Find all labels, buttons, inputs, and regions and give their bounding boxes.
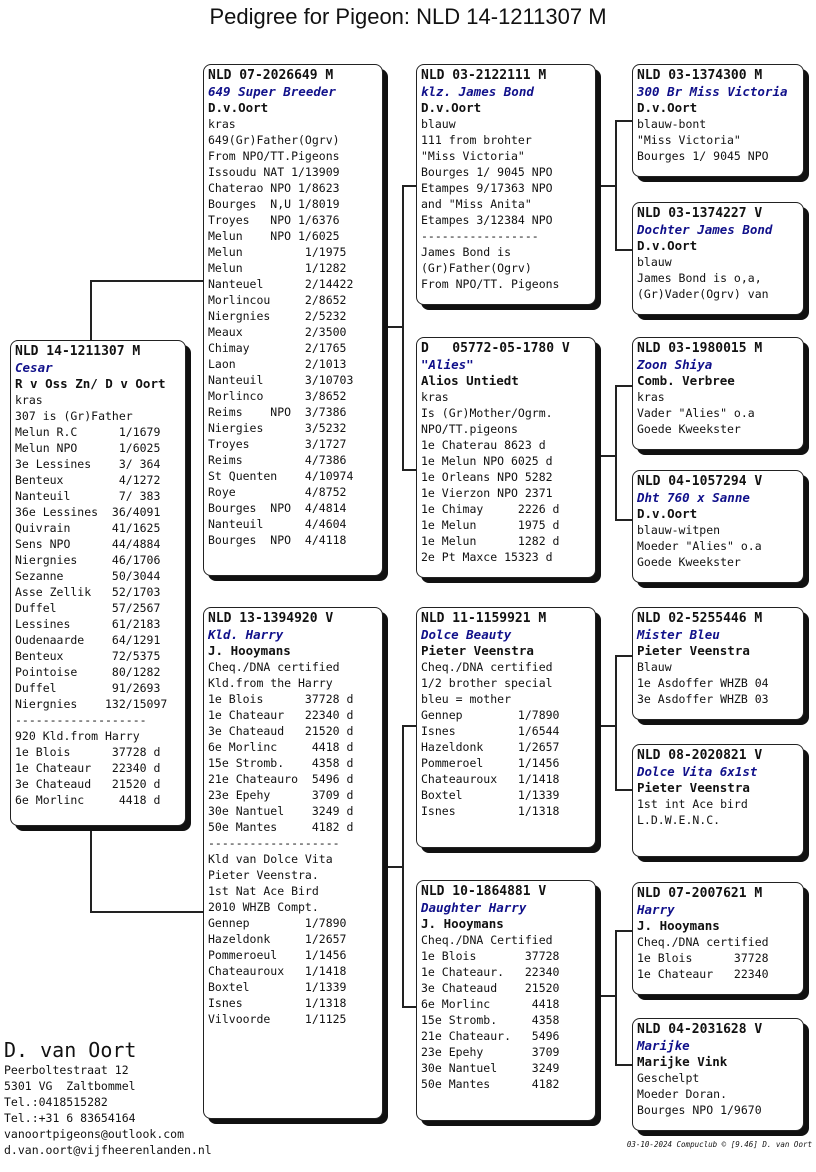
info-line: 1e Blois 37728 d (15, 745, 161, 759)
info-line: 1e Asdoffer WHZB 04 (637, 676, 769, 690)
info-line: Cheq./DNA certified (421, 660, 553, 674)
breeder-contact-line: vanoortpigeons@outlook.com (4, 1127, 185, 1141)
info-line: Goede Kweekster (637, 555, 741, 569)
pigeon-card-fff[interactable] (632, 64, 804, 177)
connector-line (402, 725, 404, 1007)
info-line: blauw (421, 117, 456, 131)
footer-credit: 03-10-2024 Compuclub © [9.46] D. van Oort (626, 1140, 812, 1149)
info-line: 23e Epehy 3709 d (208, 788, 354, 802)
info-line: Melun NPO 1/6025 (208, 229, 340, 243)
connector-line (596, 455, 616, 457)
connector-line (596, 995, 616, 997)
connector-line (615, 789, 633, 791)
info-line: Sens NPO 44/4884 (15, 537, 161, 551)
ring-number: NLD 10-1864881 V (421, 884, 547, 899)
connector-line (402, 185, 417, 187)
pigeon-card-fmm[interactable] (632, 470, 804, 583)
ring-number: NLD 08-2020821 V (637, 748, 763, 763)
info-line: 15e Stromb. 4358 d (208, 756, 354, 770)
connector-line (402, 185, 404, 470)
info-line: Niergies 3/5232 (208, 421, 347, 435)
info-line: blauw-witpen (637, 523, 721, 537)
connector-line (615, 930, 617, 1065)
info-line: 50e Mantes 4182 d (208, 820, 354, 834)
info-line: 1e Chateaur. 22340 (421, 965, 560, 979)
page-title: Pedigree for Pigeon: NLD 14-1211307 M (209, 4, 607, 29)
info-line: Gennep 1/7890 (421, 708, 560, 722)
info-line: kras (208, 117, 236, 131)
info-line: Nanteuil 3/10703 (208, 373, 354, 387)
pigeon-name: Mister Bleu (637, 627, 720, 642)
info-line: Laon 2/1013 (208, 357, 347, 371)
info-line: kras (637, 390, 665, 404)
info-line: 1st int Ace bird (637, 797, 748, 811)
info-line: Reims NPO 3/7386 (208, 405, 347, 419)
pigeon-card-mother[interactable] (203, 607, 383, 1119)
info-line: Pointoise 80/1282 (15, 665, 161, 679)
info-line: 1e Melun 1975 d (421, 518, 560, 532)
pigeon-name: Harry (637, 902, 675, 917)
connector-line (615, 120, 617, 250)
info-line: ----------------- (421, 229, 539, 243)
ring-number: NLD 07-2007621 M (637, 886, 763, 901)
info-line: 3e Chateaud 21520 (421, 981, 560, 995)
owner-name: J. Hooymans (421, 916, 504, 931)
info-line: Asse Zellik 52/1703 (15, 585, 161, 599)
info-line: Sezanne 50/3044 (15, 569, 161, 583)
info-line: 1e Blois 37728 (637, 951, 769, 965)
breeder-contact-line: Peerboltestraat 12 (4, 1063, 129, 1077)
info-line: 1e Blois 37728 d (208, 692, 354, 706)
owner-name: D.v.Oort (637, 100, 698, 115)
info-line: Nanteuil 7/ 383 (15, 489, 161, 503)
info-line: Niergnies 132/15097 (15, 697, 168, 711)
info-line: Cheq./DNA Certified (421, 933, 553, 947)
connector-line (615, 519, 633, 521)
info-line: (Gr)Vader(Ogrv) van (637, 287, 769, 301)
info-line: 21e Chateaur. 5496 (421, 1029, 560, 1043)
info-line: James Bond is o,a, (637, 271, 762, 285)
info-line: Bourges 1/ 9045 NPO (421, 165, 553, 179)
info-line: 1e Chateaur 22340 d (15, 761, 161, 775)
info-line: Duffel 57/2567 (15, 601, 161, 615)
info-line: 3e Asdoffer WHZB 03 (637, 692, 769, 706)
pigeon-name: Cesar (15, 360, 53, 375)
info-line: Duffel 91/2693 (15, 681, 161, 695)
info-line: Kld van Dolce Vita (208, 852, 333, 866)
breeder-name: D. van Oort (4, 1038, 137, 1062)
info-line: 1e Chateaur 22340 d (208, 708, 354, 722)
pigeon-name: "Alies" (421, 357, 474, 372)
pigeon-card-father-father[interactable] (416, 64, 596, 305)
info-line: (Gr)Father(Ogrv) (421, 261, 532, 275)
info-line: Bourges NPO 1/9670 (637, 1103, 762, 1117)
ring-number: NLD 03-1374300 M (637, 68, 763, 83)
connector-line (402, 725, 417, 727)
info-line: 1e Orleans NPO 5282 (421, 470, 553, 484)
info-line: Benteux 72/5375 (15, 649, 161, 663)
info-line: Benteux 4/1272 (15, 473, 161, 487)
info-line: Melun NPO 1/6025 (15, 441, 161, 455)
breeder-contact-line: 5301 VG Zaltbommel (4, 1079, 136, 1093)
info-line: Geschelpt (637, 1071, 700, 1085)
info-line: 6e Morlinc 4418 d (15, 793, 161, 807)
pigeon-card-fmf[interactable] (632, 337, 804, 450)
info-line: Gennep 1/7890 (208, 916, 347, 930)
info-line: Troyes NPO 1/6376 (208, 213, 340, 227)
ring-number: NLD 02-5255446 M (637, 611, 763, 626)
info-line: blauw-bont (637, 117, 707, 131)
connector-line (615, 655, 633, 657)
pigeon-card-father[interactable] (203, 64, 383, 576)
connector-line (596, 725, 616, 727)
info-line: Cheq./DNA certified (208, 660, 340, 674)
info-line: 1e Chaterau 8623 d (421, 438, 546, 452)
info-line: 30e Nantuel 3249 (421, 1061, 560, 1075)
pigeon-card-mmf[interactable] (632, 882, 804, 995)
connector-line (615, 930, 633, 932)
info-line: Bourges 1/ 9045 NPO (637, 149, 769, 163)
pigeon-name: Dht 760 x Sanne (637, 490, 750, 505)
info-line: Niergnies 46/1706 (15, 553, 161, 567)
info-line: Isnes 1/1318 (421, 804, 560, 818)
info-line: Morlinco 3/8652 (208, 389, 347, 403)
pigeon-card-mother-mother[interactable] (416, 880, 596, 1121)
ring-number: NLD 11-1159921 M (421, 611, 547, 626)
pigeon-card-mother-father[interactable] (416, 607, 596, 848)
info-line: Etampes 3/12384 NPO (421, 213, 553, 227)
info-line: 1e Chimay 2226 d (421, 502, 560, 516)
connector-line (383, 866, 403, 868)
ring-number: NLD 04-2031628 V (637, 1022, 763, 1037)
pigeon-name: Kld. Harry (208, 627, 284, 642)
info-line: L.D.W.E.N.C. (637, 813, 721, 827)
info-line: 1e Blois 37728 (421, 949, 560, 963)
info-line: 6e Morlinc 4418 d (208, 740, 354, 754)
info-line: 6e Morlinc 4418 (421, 997, 560, 1011)
connector-line (615, 1064, 633, 1066)
owner-name: R v Oss Zn/ D v Oort (15, 376, 166, 391)
breeder-contact-line: Tel.:+31 6 83654164 (4, 1111, 136, 1125)
owner-name: J. Hooymans (637, 918, 720, 933)
info-line: 21e Chateauro 5496 d (208, 772, 354, 786)
info-line: Hazeldonk 1/2657 (208, 932, 347, 946)
info-line: NPO/TT.pigeons (421, 422, 518, 436)
owner-name: Alios Untiedt (421, 373, 519, 388)
info-line: Isnes 1/1318 (208, 996, 347, 1010)
info-line: From NPO/TT.Pigeons (208, 149, 340, 163)
connector-line (596, 185, 616, 187)
info-line: Chaterao NPO 1/8623 (208, 181, 340, 195)
pigeon-name: Dolce Vita 6x1st (637, 764, 758, 779)
info-line: Moeder "Alies" o.a (637, 539, 762, 553)
info-line: Melun 1/1282 (208, 261, 347, 275)
connector-line (90, 826, 92, 912)
info-line: Vader "Alies" o.a (637, 406, 755, 420)
info-line: Cheq./DNA certified (637, 935, 769, 949)
info-line: and "Miss Anita" (421, 197, 532, 211)
info-line: kras (421, 390, 449, 404)
owner-name: Comb. Verbree (637, 373, 735, 388)
connector-line (615, 385, 617, 520)
info-line: 30e Nantuel 3249 d (208, 804, 354, 818)
pigeon-name: 649 Super Breeder (208, 84, 336, 99)
info-line: Niergnies 2/5232 (208, 309, 347, 323)
connector-line (90, 280, 92, 340)
info-line: Is (Gr)Mother/Ogrm. (421, 406, 553, 420)
info-line: 307 is (Gr)Father (15, 409, 133, 423)
info-line: 1/2 brother special (421, 676, 553, 690)
info-line: 920 Kld.from Harry (15, 729, 140, 743)
info-line: 1e Chateaur 22340 (637, 967, 769, 981)
ring-number: NLD 03-1980015 M (637, 341, 763, 356)
pigeon-card-father-mother[interactable] (416, 337, 596, 578)
info-line: Chateauroux 1/1418 (208, 964, 347, 978)
info-line: 111 from brohter (421, 133, 532, 147)
info-line: Nanteuel 2/14422 (208, 277, 354, 291)
pigeon-card-mmm[interactable] (632, 1018, 804, 1131)
ring-number: D 05772-05-1780 V (421, 341, 570, 356)
owner-name: D.v.Oort (637, 506, 698, 521)
pigeon-name: 300 Br Miss Victoria (637, 84, 788, 99)
info-line: Etampes 9/17363 NPO (421, 181, 553, 195)
info-line: 1st Nat Ace Bird (208, 884, 319, 898)
info-line: 1e Melun NPO 6025 d (421, 454, 553, 468)
info-line: 23e Epehy 3709 (421, 1045, 560, 1059)
owner-name: Pieter Veenstra (637, 780, 750, 795)
info-line: 649(Gr)Father(Ogrv) (208, 133, 340, 147)
info-line: 2010 WHZB Compt. (208, 900, 319, 914)
info-line: Boxtel 1/1339 (421, 788, 560, 802)
connector-line (383, 326, 403, 328)
info-line: ------------------- (208, 836, 340, 850)
info-line: 15e Stromb. 4358 (421, 1013, 560, 1027)
info-line: Bourges N,U 1/8019 (208, 197, 340, 211)
info-line: 50e Mantes 4182 (421, 1077, 560, 1091)
connector-line (615, 385, 633, 387)
ring-number: NLD 03-1374227 V (637, 206, 763, 221)
info-line: Issoudu NAT 1/13909 (208, 165, 340, 179)
ring-number: NLD 13-1394920 V (208, 611, 334, 626)
info-line: 1e Melun 1282 d (421, 534, 560, 548)
info-line: Pommeroel 1/1456 (421, 756, 560, 770)
ring-number: NLD 03-2122111 M (421, 68, 547, 83)
owner-name: D.v.Oort (421, 100, 482, 115)
info-line: St Quenten 4/10974 (208, 469, 354, 483)
owner-name: J. Hooymans (208, 643, 291, 658)
info-line: 3e Chateaud 21520 d (208, 724, 354, 738)
breeder-info (4, 1038, 212, 1158)
info-line: Blauw (637, 660, 672, 674)
info-line: 36e Lessines 36/4091 (15, 505, 161, 519)
info-line: Pieter Veenstra. (208, 868, 319, 882)
info-line: 3e Lessines 3/ 364 (15, 457, 161, 471)
info-line: 2e Pt Maxce 15323 d (421, 550, 553, 564)
ring-number: NLD 04-1057294 V (637, 474, 763, 489)
info-line: Hazeldonk 1/2657 (421, 740, 560, 754)
connector-line (402, 1006, 417, 1008)
info-line: Chimay 2/1765 (208, 341, 347, 355)
owner-name: Pieter Veenstra (637, 643, 750, 658)
owner-name: Pieter Veenstra (421, 643, 534, 658)
info-line: Boxtel 1/1339 (208, 980, 347, 994)
info-line: Isnes 1/6544 (421, 724, 560, 738)
info-line: Vilvoorde 1/1125 (208, 1012, 347, 1026)
info-line: Morlincou 2/8652 (208, 293, 347, 307)
info-line: Melun 1/1975 (208, 245, 347, 259)
info-line: Melun R.C 1/1679 (15, 425, 161, 439)
owner-name: D.v.Oort (208, 100, 269, 115)
info-line: Reims 4/7386 (208, 453, 347, 467)
info-line: Bourges NPO 4/4814 (208, 501, 347, 515)
ring-number: NLD 07-2026649 M (208, 68, 334, 83)
info-line: Roye 4/8752 (208, 485, 347, 499)
owner-name: Marijke Vink (637, 1054, 728, 1069)
info-line: Nanteuil 4/4604 (208, 517, 347, 531)
connector-line (90, 911, 204, 913)
info-line: "Miss Victoria" (637, 133, 741, 147)
connector-line (615, 120, 633, 122)
info-line: Quivrain 41/1625 (15, 521, 161, 535)
pigeon-name: Dolce Beauty (421, 627, 512, 642)
info-line: blauw (637, 255, 672, 269)
info-line: 3e Chateaud 21520 d (15, 777, 161, 791)
connector-line (90, 280, 204, 282)
info-line: 1e Vierzon NPO 2371 (421, 486, 553, 500)
breeder-contact-line: d.van.oort@vijfheerenlanden.nl (4, 1143, 212, 1157)
connector-line (402, 469, 417, 471)
info-line: bleu = mother (421, 692, 512, 706)
connector-line (615, 655, 617, 790)
info-line: ------------------- (15, 713, 147, 727)
info-line: Meaux 2/3500 (208, 325, 347, 339)
breeder-contact-line: Tel.:0418515282 (4, 1095, 108, 1109)
owner-name: D.v.Oort (637, 238, 698, 253)
pigeon-name: Zoon Shiya (637, 357, 713, 372)
info-line: Goede Kweekster (637, 422, 741, 436)
ring-number: NLD 14-1211307 M (15, 344, 141, 359)
info-line: Kld.from the Harry (208, 676, 333, 690)
info-line: Pommeroeul 1/1456 (208, 948, 347, 962)
pigeon-card-ffm[interactable] (632, 202, 804, 315)
pigeon-name: Marijke (637, 1038, 690, 1053)
pigeon-name: Daughter Harry (421, 900, 527, 915)
info-line: Chateauroux 1/1418 (421, 772, 560, 786)
info-line: Moeder Doran. (637, 1087, 728, 1101)
pigeon-name: Dochter James Bond (637, 222, 773, 237)
connector-line (615, 249, 633, 251)
pigeon-name: klz. James Bond (421, 84, 534, 99)
info-line: Bourges NPO 4/4118 (208, 533, 347, 547)
info-line: Troyes 3/1727 (208, 437, 347, 451)
info-line: Oudenaarde 64/1291 (15, 633, 161, 647)
pigeon-card-subject[interactable] (10, 340, 186, 826)
pigeon-card-mfm[interactable] (632, 744, 804, 857)
info-line: kras (15, 393, 43, 407)
info-line: From NPO/TT. Pigeons (421, 277, 560, 291)
info-line: "Miss Victoria" (421, 149, 525, 163)
pigeon-card-mff[interactable] (632, 607, 804, 720)
info-line: Lessines 61/2183 (15, 617, 161, 631)
info-line: James Bond is (421, 245, 512, 259)
